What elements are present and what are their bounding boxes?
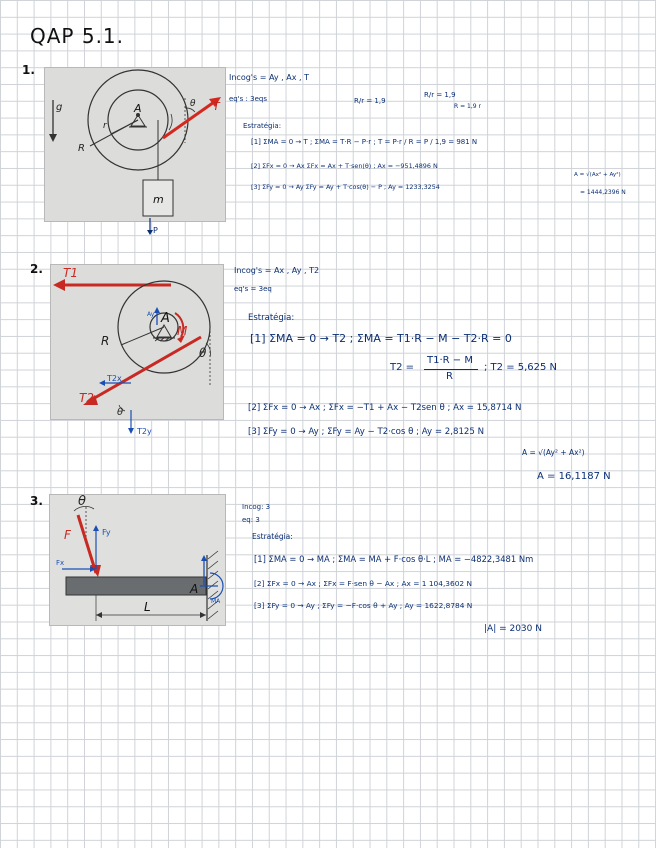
p2-t2-numerator: T1·R − M	[427, 355, 473, 366]
p3-step3: [3] ƩFy = 0 → Ay ; ƩFy = −F·cos θ + Ay ; Ay = 1622,8784 N	[254, 601, 473, 610]
fig2-T2y-arrow	[125, 410, 165, 440]
p3-step2: [2] ƩFx = 0 → Ax ; ƩFx = F·sen θ − Ax ; Ax = 1 104,3602 N	[254, 579, 472, 588]
p2-result-2: A = 16,1187 N	[537, 471, 611, 482]
p2-eqs: eq's = 3eq	[234, 285, 272, 293]
fig3-MA-label: MA	[211, 598, 221, 605]
fig1-P-arrow	[140, 218, 164, 240]
fig3-theta-label: θ	[78, 495, 86, 509]
p2-strategy: Estratégia:	[248, 313, 295, 323]
p2-result-1: A = √(Ay² + Ax²)	[522, 448, 585, 457]
fig2-R-label: R	[101, 334, 110, 348]
p1-result-2: = 1444,2396 N	[580, 189, 626, 196]
p2-t2-denominator: R	[446, 371, 453, 382]
p2-fraction-bar	[424, 369, 478, 370]
p1-step1: [1] ƩMA = 0 → T ; ƩMA = T·R − P·r ; T = P·r / R = P / 1,9 = 981 N	[251, 138, 478, 146]
p1-result-1: A = √(Ax² + Ay²)	[574, 172, 621, 178]
fig1-R-label: R	[78, 143, 85, 154]
fig3-L-label: L	[144, 600, 151, 614]
fig3-Fy-label: Fy	[102, 528, 111, 537]
fig2-M-label: M	[177, 324, 188, 338]
p2-step1: [1] ƩMA = 0 → T2 ; ƩMA = T1·R − M − T2·R = 0	[250, 332, 512, 345]
p2-t2-result: ; T2 = 5,625 N	[484, 362, 558, 373]
problem-1-number: 1.	[22, 63, 35, 77]
fig3-A-label: A	[190, 582, 199, 596]
p2-step3: [3] ƩFy = 0 → Ay ; ƩFy = Ay − T2·cos θ ; Ay = 2,8125 N	[248, 427, 485, 437]
problem-3-number: 3.	[30, 494, 43, 508]
fig2-T1-label: T1	[63, 266, 78, 280]
p1-ratio2a: R/r = 1,9	[424, 91, 456, 99]
p1-incog: Incog's = Ay , Ax , T	[229, 73, 309, 82]
fig1-P-label: P	[153, 226, 158, 235]
fig2-Ay-label: Ay	[147, 311, 155, 318]
p1-step3: [3] ƩFy = 0 → Ay ƩFy = Ay + T·cos(θ) − P ; Ay = 1233,3254	[251, 183, 440, 191]
p3-incog: Incog: 3	[242, 503, 271, 511]
fig1-g-label: g	[56, 102, 63, 113]
p1-step2: [2] ƩFx = 0 → Ax ƩFx = Ax + T·sen(θ) ; Ax = −951,4896 N	[251, 162, 438, 170]
p2-step2: [2] ƩFx = 0 → Ax ; ƩFx = −T1 + Ax − T2sen θ ; Ax = 15,8714 N	[248, 403, 522, 413]
p1-eqs: eq's : 3eqs	[229, 95, 267, 103]
fig2-theta2-label: θ	[117, 407, 124, 418]
fig3-F-label: F	[64, 528, 71, 542]
p2-t2-lhs: T2 =	[390, 362, 415, 373]
problem-1-figure	[44, 67, 226, 222]
fig2-A-label: A	[161, 311, 170, 326]
p1-ratio1: R/r = 1,9	[354, 97, 386, 105]
fig2-T2x-label: T2x	[107, 374, 122, 383]
p3-eqs: eq: 3	[242, 516, 260, 524]
page-title: QAP 5.1.	[30, 24, 125, 48]
problem-3-figure	[49, 494, 226, 626]
problem-2-figure	[50, 264, 224, 420]
fig2-theta1-label: θ	[199, 346, 207, 360]
fig1-r-label: r	[103, 121, 107, 131]
fig1-T-label: T	[213, 100, 220, 113]
p3-result: |A| = 2030 N	[484, 624, 542, 634]
p3-step1: [1] ƩMA = 0 → MA ; ƩMA = MA + F·cos θ·L ; MA = −4822,3481 Nm	[254, 554, 534, 564]
p1-strategy: Estratégia:	[243, 122, 282, 130]
fig3-Fx-label: Fx	[56, 559, 65, 567]
fig1-A-label: A	[134, 102, 142, 115]
p3-strategy: Estratégia:	[252, 532, 293, 541]
fig2-T2-label: T2	[79, 391, 94, 405]
p1-ratio2b: R = 1,9 r	[454, 103, 481, 110]
p2-incog: Incog's = Ax , Ay , T2	[234, 266, 320, 275]
problem-2-number: 2.	[30, 262, 43, 276]
fig1-m-label: m	[153, 193, 164, 206]
fig1-theta-label: θ	[190, 99, 196, 109]
fig2-T2y-label: T2y	[137, 427, 152, 436]
